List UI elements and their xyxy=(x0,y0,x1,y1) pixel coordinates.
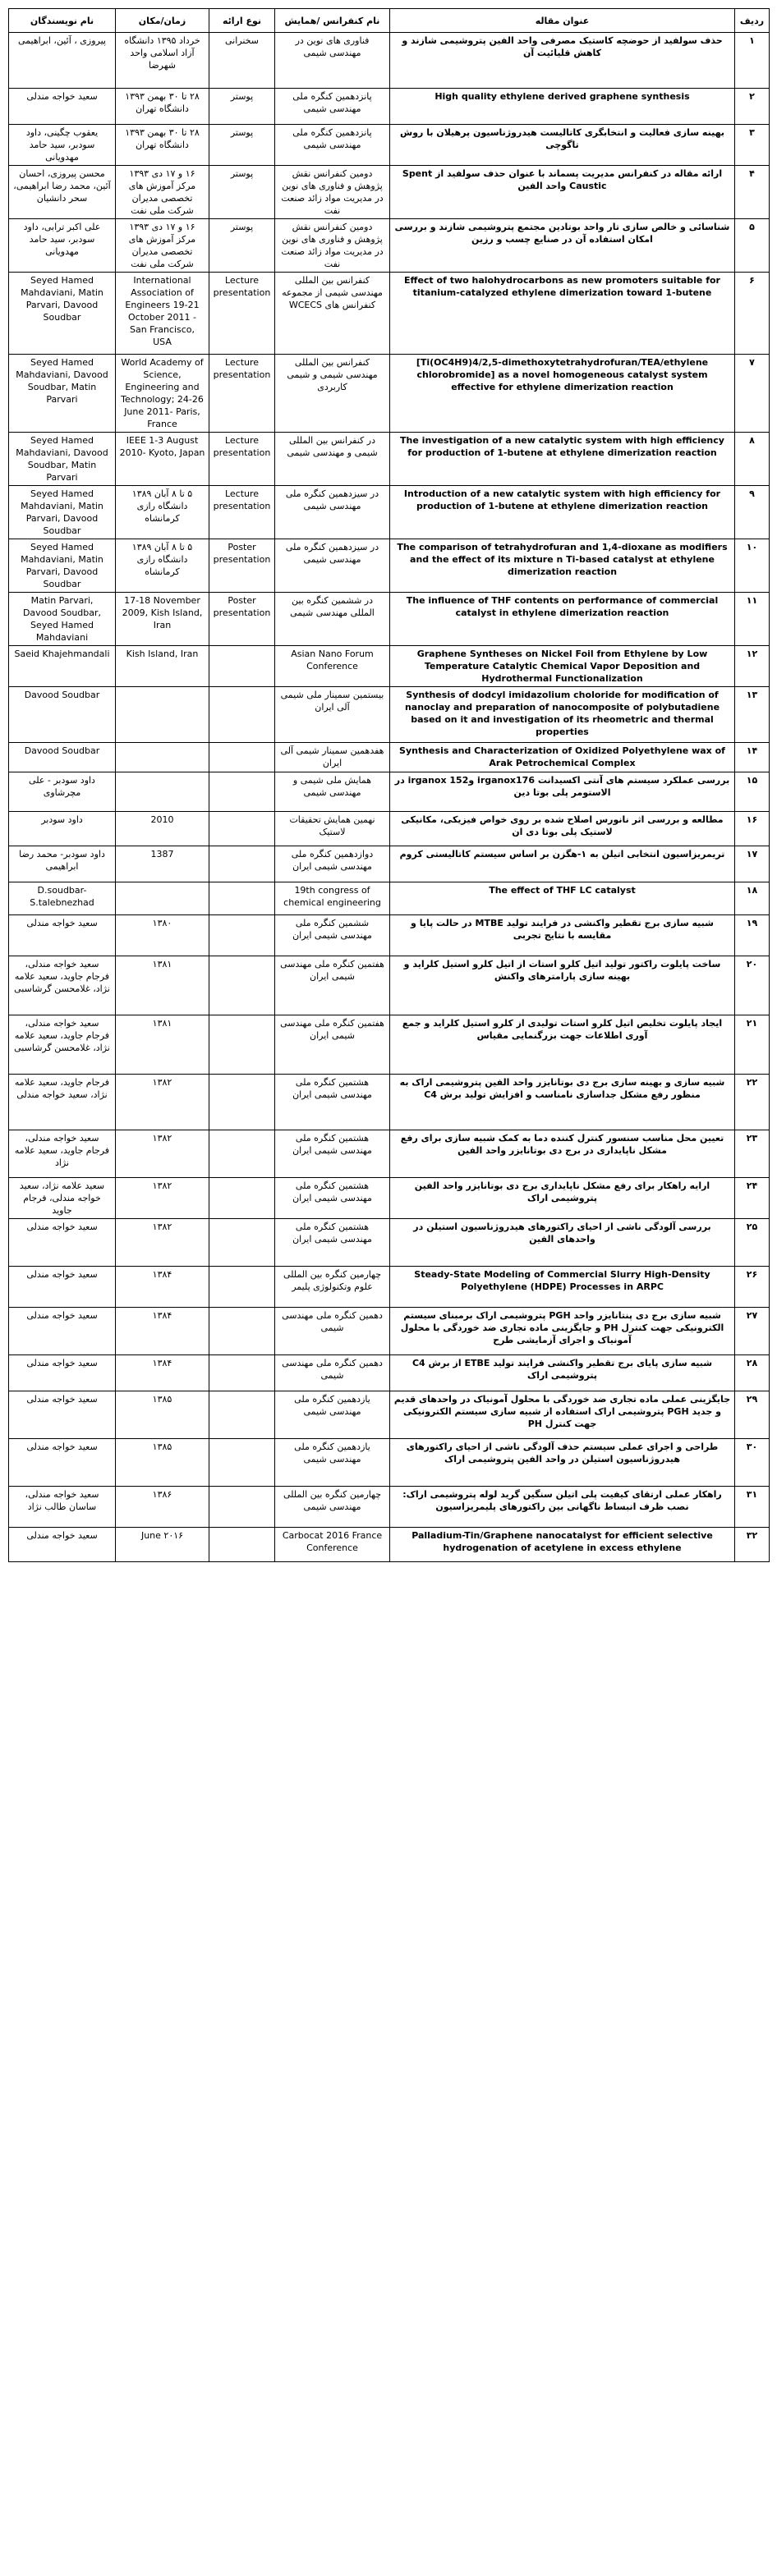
table-row xyxy=(9,1130,770,1178)
conference-name: هشتمین کنگره ملی مهندسی شیمی ایران xyxy=(275,1130,390,1178)
authors: سعید خواجه مندلی، ساسان طالب نژاد xyxy=(9,1487,116,1528)
time-place: ۱۳۸۲ xyxy=(116,1178,209,1219)
paper-title: بررسی آلودگی ناشی از احیای راکتورهای هیدروژناسیون استیلن در واحدهای الفین xyxy=(390,1219,735,1267)
table-row xyxy=(9,125,770,166)
conference-name: پانزدهمین کنگره ملی مهندسی شیمی xyxy=(275,125,390,166)
row-number: ۲۶ xyxy=(735,1267,770,1308)
table-row xyxy=(9,687,770,743)
time-place: ۵ تا ۸ آبان ۱۳۸۹ دانشگاه رازی کرمانشاه xyxy=(116,486,209,539)
conference-name: چهارمین کنگره بین المللی مهندسی شیمی xyxy=(275,1487,390,1528)
row-number: ۶ xyxy=(735,273,770,355)
table-row xyxy=(9,1391,770,1439)
authors: داود سودبر- محمد رضا ابراهیمی xyxy=(9,846,116,882)
authors: Davood Soudbar xyxy=(9,687,116,743)
presentation-type xyxy=(209,1130,275,1178)
table-row xyxy=(9,812,770,846)
row-number: ۳۲ xyxy=(735,1528,770,1562)
row-number: ۴ xyxy=(735,166,770,219)
paper-title: شبیه سازی و بهینه سازی برج دی بوتانایزر واحد الفین پتروشیمی اراک به منظور رفع مشکل جداسازی نامناسب و افزایش تولید برش C4 xyxy=(390,1075,735,1130)
row-number: ۷ xyxy=(735,355,770,433)
row-number: ۳۱ xyxy=(735,1487,770,1528)
paper-title: ساخت پایلوت راکتور تولید اتیل کلرو استات از اتیل کلرو استیل کلراید و بهینه سازی پارامترهای واکنش xyxy=(390,956,735,1015)
conference-name: هشتمین کنگره ملی مهندسی شیمی ایران xyxy=(275,1075,390,1130)
conference-name: دومین کنفرانس نقش پژوهش و فناوری های نوین در مدیریت مواد زائد صنعت نفت xyxy=(275,219,390,273)
table-row xyxy=(9,1267,770,1308)
authors: سعید خواجه مندلی، فرجام جاوید، سعید علامه نژاد، غلامحسن گرشاسبی xyxy=(9,956,116,1015)
table-row xyxy=(9,486,770,539)
presentation-type: Lecture presentation xyxy=(209,355,275,433)
row-number: ۲۰ xyxy=(735,956,770,1015)
row-number: ۵ xyxy=(735,219,770,273)
time-place: World Academy of Science, Engineering and Technology; 24-26 June 2011- Paris, France xyxy=(116,355,209,433)
presentation-type xyxy=(209,1015,275,1075)
presentation-type xyxy=(209,812,275,846)
table-row xyxy=(9,915,770,956)
presentation-type xyxy=(209,1391,275,1439)
row-number: ۳ xyxy=(735,125,770,166)
time-place: ۱۶ و ۱۷ دی ۱۳۹۳ مرکز آموزش های تخصصی مدیران شرکت ملی نفت xyxy=(116,219,209,273)
paper-title: طراحی و اجرای عملی سیستم حذف آلودگی ناشی از احیای راکتورهای هیدروژناسیون استیلن در واحد الفین پتروشیمی اراک xyxy=(390,1439,735,1487)
time-place: ۵ تا ۸ آبان ۱۳۸۹ دانشگاه رازی کرمانشاه xyxy=(116,539,209,593)
paper-title: Introduction of a new catalytic system with high efficiency for production of 1-butene at ethylene dimerization reaction xyxy=(390,486,735,539)
paper-title: مطالعه و بررسی اثر نانورس اصلاح شده بر روی خواص فیزیکی، مکانیکی لاستیک پلی بوتا دی ان xyxy=(390,812,735,846)
presentation-type xyxy=(209,1178,275,1219)
presentation-type xyxy=(209,1267,275,1308)
row-number: ۲ xyxy=(735,89,770,125)
conference-name: در سیزدهمین کنگره ملی مهندسی شیمی xyxy=(275,539,390,593)
conference-name: بیستمین سمینار ملی شیمی آلی ایران xyxy=(275,687,390,743)
paper-title: ارایه راهکار برای رفع مشکل ناپایداری برج دی بوتانایزر واحد الفین پتروشیمی اراک xyxy=(390,1178,735,1219)
table-header-row xyxy=(9,9,770,33)
presentation-type: Lecture presentation xyxy=(209,433,275,486)
paper-title: شبیه سازی پایای برج تقطیر واکنشی فرایند تولید ETBE از برش C4 پتروشیمی اراک xyxy=(390,1355,735,1391)
authors: Seyed Hamed Mahdaviani, Matin Parvari, Davood Soudbar xyxy=(9,539,116,593)
header-row-number: ردیف xyxy=(735,9,770,33)
paper-title: The effect of THF LC catalyst xyxy=(390,882,735,915)
authors: سعید خواجه مندلی xyxy=(9,915,116,956)
time-place: 2010 xyxy=(116,812,209,846)
presentation-type: پوستر xyxy=(209,89,275,125)
table-row xyxy=(9,1355,770,1391)
header-conference: نام کنفرانس /همایش xyxy=(275,9,390,33)
presentation-type xyxy=(209,646,275,687)
time-place: ۱۳۸۴ xyxy=(116,1355,209,1391)
authors: محسن پیروزی، احسان آئین، محمد رضا ابراهیمی، سحر دانشیان xyxy=(9,166,116,219)
time-place: ۱۳۸۲ xyxy=(116,1219,209,1267)
presentation-type: Lecture presentation xyxy=(209,273,275,355)
time-place: ۱۳۸۵ xyxy=(116,1439,209,1487)
presentation-type: Poster presentation xyxy=(209,593,275,646)
authors: Seyed Hamed Mahdaviani, Davood Soudbar, Matin Parvari xyxy=(9,355,116,433)
conference-name: 19th congress of chemical engineering xyxy=(275,882,390,915)
table-row xyxy=(9,89,770,125)
paper-title: بهینه سازی فعالیت و انتخابگری کاتالیست هیدروژناسیون پرهیلان با روش تاگوچی xyxy=(390,125,735,166)
presentation-type: Lecture presentation xyxy=(209,486,275,539)
time-place: 17-18 November 2009, Kish Island, Iran xyxy=(116,593,209,646)
presentation-type xyxy=(209,1308,275,1355)
conference-name: چهارمین کنگره بین المللی علوم وتکنولوژی پلیمر xyxy=(275,1267,390,1308)
authors: سعید خواجه مندلی xyxy=(9,1528,116,1562)
row-number: ۱ xyxy=(735,33,770,89)
header-type: نوع ارائه xyxy=(209,9,275,33)
presentation-type xyxy=(209,1219,275,1267)
paper-title: تریمریزاسیون انتخابی اتیلن به ۱-هگزن بر اساس سیستم کاتالیستی کروم xyxy=(390,846,735,882)
time-place: ۱۳۸۱ xyxy=(116,1015,209,1075)
paper-title: The influence of THF contents on performance of commercial catalyst in ethylene dimerization reaction xyxy=(390,593,735,646)
conference-name: ششمین کنگره ملی مهندسی شیمی ایران xyxy=(275,915,390,956)
row-number: ۳۰ xyxy=(735,1439,770,1487)
paper-title: شبیه سازی برج دی پنتانایزر واحد PGH پتروشیمی اراک برمبنای سیستم الکترونیکی جهت کنترل PH و جایگزینی ماده تجاری ضد خوردگی با محلول آمونیاک و اجرای آزمایشی طرح xyxy=(390,1308,735,1355)
paper-title: [Ti(OC4H9)4/2,5-dimethoxytetrahydrofuran/TEA/ethylene chlorobromide] as a novel homogeneous catalyst system effective for ethylene dimerization reaction xyxy=(390,355,735,433)
time-place: ۲۸ تا ۳۰ بهمن ۱۳۹۳ دانشگاه تهران xyxy=(116,89,209,125)
authors: سعید خواجه مندلی xyxy=(9,1439,116,1487)
time-place xyxy=(116,772,209,812)
row-number: ۱۴ xyxy=(735,743,770,772)
time-place xyxy=(116,687,209,743)
table-row xyxy=(9,743,770,772)
authors: فرجام جاوید، سعید علامه نژاد، سعید خواجه مندلی xyxy=(9,1075,116,1130)
authors: سعید خواجه مندلی، فرجام جاوید، سعید علامه نژاد xyxy=(9,1130,116,1178)
time-place: ۱۶ و ۱۷ دی ۱۳۹۳ مرکز آموزش های تخصصی مدیران شرکت ملی نفت xyxy=(116,166,209,219)
row-number: ۱۵ xyxy=(735,772,770,812)
authors: داود سودبر xyxy=(9,812,116,846)
row-number: ۱۰ xyxy=(735,539,770,593)
presentation-type xyxy=(209,1355,275,1391)
time-place: ۱۳۸۲ xyxy=(116,1075,209,1130)
row-number: ۱۷ xyxy=(735,846,770,882)
row-number: ۲۳ xyxy=(735,1130,770,1178)
time-place: ۱۳۸۵ xyxy=(116,1391,209,1439)
time-place: IEEE 1-3 August 2010- Kyoto, Japan xyxy=(116,433,209,486)
paper-title: Graphene Syntheses on Nickel Foil from Ethylene by Low Temperature Catalytic Chemical Vapor Deposition and Hydrothermal Functionalization xyxy=(390,646,735,687)
time-place: ۱۳۸۴ xyxy=(116,1308,209,1355)
conference-name: یازدهمین کنگره ملی مهندسی شیمی xyxy=(275,1439,390,1487)
row-number: ۲۴ xyxy=(735,1178,770,1219)
row-number: ۱۳ xyxy=(735,687,770,743)
authors: سعید خواجه مندلی xyxy=(9,1391,116,1439)
conference-name: دومین کنفرانس نقش پژوهش و فناوری های نوین در مدیریت مواد زائد صنعت نفت xyxy=(275,166,390,219)
row-number: ۲۹ xyxy=(735,1391,770,1439)
presentation-type xyxy=(209,1528,275,1562)
paper-title: ایجاد پایلوت تخلیص اتیل کلرو استات تولیدی از کلرو استیل کلراید و جمع آوری اطلاعات جهت بزرگنمایی مقیاس xyxy=(390,1015,735,1075)
table-row xyxy=(9,1439,770,1487)
paper-title: Effect of two halohydrocarbons as new promoters suitable for titanium-catalyzed ethylene dimerization toward 1-butene xyxy=(390,273,735,355)
time-place: June ۲۰۱۶ xyxy=(116,1528,209,1562)
conference-name: کنفرانس بین المللی مهندسی شیمی از مجموعه کنفرانس های WCECS xyxy=(275,273,390,355)
paper-title: شبیه سازی برج تقطیر واکنشی در فرایند تولید MTBE در حالت پایا و مقایسه با نتایج تجربی xyxy=(390,915,735,956)
conference-name: کنفرانس بین المللی مهندسی شیمی و شیمی کاربردی xyxy=(275,355,390,433)
presentation-type xyxy=(209,882,275,915)
time-place: ۱۳۸۲ xyxy=(116,1130,209,1178)
presentation-type xyxy=(209,772,275,812)
table-row xyxy=(9,539,770,593)
conference-name: پانزدهمین کنگره ملی مهندسی شیمی xyxy=(275,89,390,125)
authors: سعید خواجه مندلی، فرجام جاوید، سعید علامه نژاد، غلامحسن گرشاسبی xyxy=(9,1015,116,1075)
paper-title: Steady-State Modeling of Commercial Slurry High-Density Polyethylene (HDPE) Processes in ARPC xyxy=(390,1267,735,1308)
table-row xyxy=(9,1219,770,1267)
paper-title: Synthesis of dodcyl imidazolium choloride for modification of nanoclay and preparation of nanocomposite of polybutadiene based on it and investigation of its rheometric and thermal properties xyxy=(390,687,735,743)
conference-name: هفدهمین سمینار شیمی آلی ایران xyxy=(275,743,390,772)
presentation-type: Poster presentation xyxy=(209,539,275,593)
paper-title: بررسی عملکرد سیستم های آنتی اکسیدانت irganox176 وirganox 152 در الاستومر پلی بوتا دین xyxy=(390,772,735,812)
table-row xyxy=(9,846,770,882)
presentation-type xyxy=(209,1487,275,1528)
conference-name: یازدهمین کنگره ملی مهندسی شیمی xyxy=(275,1391,390,1439)
table-row xyxy=(9,882,770,915)
row-number: ۱۶ xyxy=(735,812,770,846)
header-place: زمان/مکان xyxy=(116,9,209,33)
authors: سعید علامه نژاد، سعید خواجه مندلی، فرجام جاوید xyxy=(9,1178,116,1219)
conference-name: Carbocat 2016 France Conference xyxy=(275,1528,390,1562)
authors: Davood Soudbar xyxy=(9,743,116,772)
presentation-type: پوستر xyxy=(209,166,275,219)
table-row xyxy=(9,1308,770,1355)
presentation-type xyxy=(209,1075,275,1130)
paper-title: جایگزینی عملی ماده تجاری ضد خوردگی با محلول آمونیاک در واحدهای قدیم و جدید PGH پتروشیمی اراک استفاده از شبیه سازی سیستم الکترونیکی جهت کنترل PH xyxy=(390,1391,735,1439)
conference-name: در کنفرانس بین المللی شیمی و مهندسی شیمی xyxy=(275,433,390,486)
table-row xyxy=(9,772,770,812)
table-row xyxy=(9,273,770,355)
paper-title: Palladium-Tin/Graphene nanocatalyst for efficient selective hydrogenation of acetylene in excess ethylene xyxy=(390,1528,735,1562)
row-number: ۱۱ xyxy=(735,593,770,646)
row-number: ۱۸ xyxy=(735,882,770,915)
authors: علی اکبر ترابی، داود سودبر، سید حامد مهدویانی xyxy=(9,219,116,273)
table-row xyxy=(9,1015,770,1075)
conference-name: Asian Nano Forum Conference xyxy=(275,646,390,687)
authors: Seyed Hamed Mahdaviani, Matin Parvari, Davood Soudbar xyxy=(9,273,116,355)
time-place: ۱۳۸۶ xyxy=(116,1487,209,1528)
authors: سعید خواجه مندلی xyxy=(9,1267,116,1308)
table-row xyxy=(9,355,770,433)
presentation-type xyxy=(209,846,275,882)
conference-name: در ششمین کنگره بین المللی مهندسی شیمی xyxy=(275,593,390,646)
header-authors: نام نویسندگان xyxy=(9,9,116,33)
authors: Matin Parvari, Davood Soudbar, Seyed Hamed Mahdaviani xyxy=(9,593,116,646)
row-number: ۱۹ xyxy=(735,915,770,956)
presentation-type xyxy=(209,743,275,772)
table-row xyxy=(9,956,770,1015)
presentation-type xyxy=(209,1439,275,1487)
authors: سعید خواجه مندلی xyxy=(9,89,116,125)
paper-title: High quality ethylene derived graphene synthesis xyxy=(390,89,735,125)
presentation-type xyxy=(209,915,275,956)
row-number: ۱۲ xyxy=(735,646,770,687)
authors: پیروزی ، آئین، ابراهیمی xyxy=(9,33,116,89)
table-row xyxy=(9,1528,770,1562)
authors: Seyed Hamed Mahdaviani, Matin Parvari, Davood Soudbar xyxy=(9,486,116,539)
authors: Saeid Khajehmandali xyxy=(9,646,116,687)
row-number: ۲۱ xyxy=(735,1015,770,1075)
time-place: ۱۳۸۴ xyxy=(116,1267,209,1308)
table-row xyxy=(9,219,770,273)
paper-title: Synthesis and Characterization of Oxidized Polyethylene wax of Arak Petrochemical Complex xyxy=(390,743,735,772)
row-number: ۲۸ xyxy=(735,1355,770,1391)
conference-name: دهمین کنگره ملی مهندسی شیمی xyxy=(275,1355,390,1391)
time-place: ۲۸ تا ۳۰ بهمن ۱۳۹۳ دانشگاه تهران xyxy=(116,125,209,166)
conference-name: هفتمین کنگره ملی مهندسی شیمی ایران xyxy=(275,956,390,1015)
conference-name: همایش ملی شیمی و مهندسی شیمی xyxy=(275,772,390,812)
presentation-type: سخنرانی xyxy=(209,33,275,89)
row-number: ۲۷ xyxy=(735,1308,770,1355)
time-place: ۱۳۸۱ xyxy=(116,956,209,1015)
row-number: ۲۵ xyxy=(735,1219,770,1267)
header-title: عنوان مقاله xyxy=(390,9,735,33)
table-row xyxy=(9,1487,770,1528)
time-place xyxy=(116,882,209,915)
conference-name: فناوری های نوین در مهندسی شیمی xyxy=(275,33,390,89)
paper-title: شناسائی و خالص سازی تار واحد بوتادین مجتمع پتروشیمی شازند و بررسی امکان استفاده آن در صنایع چسب و رزین xyxy=(390,219,735,273)
time-place: International Association of Engineers 19-21 October 2011 - San Francisco, USA xyxy=(116,273,209,355)
presentation-type xyxy=(209,956,275,1015)
presentation-type: پوستر xyxy=(209,125,275,166)
paper-title: حذف سولفید از حوضچه کاستیک مصرفی واحد الفین پتروشیمی شازند و کاهش قلیائیت آن xyxy=(390,33,735,89)
authors: سعید خواجه مندلی xyxy=(9,1308,116,1355)
conference-name: نهمین همایش تحقیقات لاستیک xyxy=(275,812,390,846)
authors: سعید خواجه مندلی xyxy=(9,1219,116,1267)
publications-table xyxy=(8,8,770,1562)
table-row xyxy=(9,593,770,646)
table-row xyxy=(9,166,770,219)
row-number: ۲۲ xyxy=(735,1075,770,1130)
table-row xyxy=(9,1075,770,1130)
paper-title: تعیین محل مناسب سنسور کنترل کننده دما به کمک شبیه سازی برای رفع مشکل ناپایداری در برج دی بوتانایزر واحد الفین xyxy=(390,1130,735,1178)
table-row xyxy=(9,1178,770,1219)
authors: D.soudbar- S.talebnezhad xyxy=(9,882,116,915)
row-number: ۸ xyxy=(735,433,770,486)
conference-name: دوازدهمین کنگره ملی مهندسی شیمی ایران xyxy=(275,846,390,882)
time-place: Kish Island, Iran xyxy=(116,646,209,687)
conference-name: هفتمین کنگره ملی مهندسی شیمی ایران xyxy=(275,1015,390,1075)
presentation-type: پوستر xyxy=(209,219,275,273)
table-row xyxy=(9,33,770,89)
time-place: خرداد ۱۳۹۵ دانشگاه آزاد اسلامی واحد شهرضا xyxy=(116,33,209,89)
authors: داود سودبر - علی مچرشاوی xyxy=(9,772,116,812)
row-number: ۹ xyxy=(735,486,770,539)
time-place: 1387 xyxy=(116,846,209,882)
authors: سعید خواجه مندلی xyxy=(9,1355,116,1391)
conference-name: دهمین کنگره ملی مهندسی شیمی xyxy=(275,1308,390,1355)
paper-title: ارائه مقاله در کنفرانس مدیریت پسماند با عنوان حذف سولفید از Spent Caustic واحد الفین xyxy=(390,166,735,219)
authors: Seyed Hamed Mahdaviani, Davood Soudbar, Matin Parvari xyxy=(9,433,116,486)
paper-title: The investigation of a new catalytic system with high efficiency for production of 1-butene at ethylene dimerization reaction xyxy=(390,433,735,486)
conference-name: در سیزدهمین کنگره ملی مهندسی شیمی xyxy=(275,486,390,539)
conference-name: هشتمین کنگره ملی مهندسی شیمی ایران xyxy=(275,1219,390,1267)
authors: یعقوب چگینی، داود سودبر، سید حامد مهدویانی xyxy=(9,125,116,166)
conference-name: هشتمین کنگره ملی مهندسی شیمی ایران xyxy=(275,1178,390,1219)
paper-title: The comparison of tetrahydrofuran and 1,4-dioxane as modifiers and the effect of its mixture n Ti-based catalyst at ethylene dimerization reaction xyxy=(390,539,735,593)
paper-title: راهکار عملی ارتقای کیفیت پلی اتیلن سنگین گرید لوله پتروشیمی اراک: نصب ظرف انبساط ناگهانی بین راکتورهای پلیمریزاسیون xyxy=(390,1487,735,1528)
table-row xyxy=(9,646,770,687)
time-place: ۱۳۸۰ xyxy=(116,915,209,956)
table-row xyxy=(9,433,770,486)
time-place xyxy=(116,743,209,772)
presentation-type xyxy=(209,687,275,743)
